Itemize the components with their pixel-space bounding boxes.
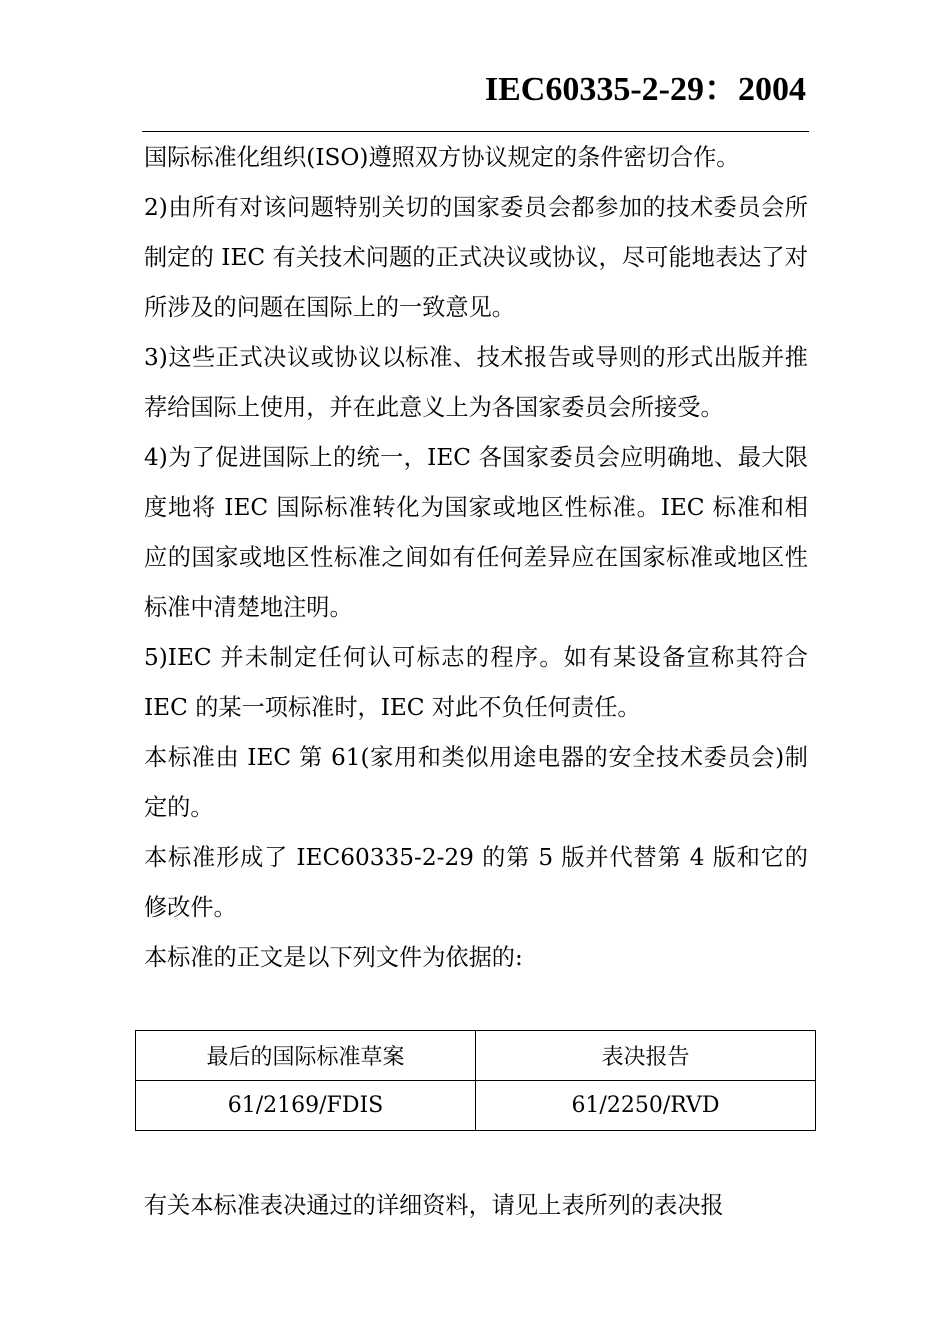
paragraph-closing: 有关本标准表决通过的详细资料，请见上表所列的表决报 <box>144 1192 724 1219</box>
paragraph-edition: 本标准形成了 IEC60335-2-29 的第 5 版并代替第 4 版和它的修改件。 <box>144 844 808 921</box>
paragraph-basis: 本标准的正文是以下列文件为依据的: <box>144 944 523 971</box>
paragraph-committee: 本标准由 IEC 第 61(家用和类似用途电器的安全技术委员会)制定的。 <box>144 744 808 821</box>
paragraph-item-5: 5)IEC 并未制定任何认可标志的程序。如有某设备宣称其符合 IEC 的某一项标准时，IEC 对此不负任何责任。 <box>144 644 808 721</box>
document-header-title: IEC60335-2-29：2004 <box>484 71 806 108</box>
table-header-row <box>136 1031 816 1081</box>
paragraph-item-2: 2)由所有对该问题特别关切的国家委员会都参加的技术委员会所制定的 IEC 有关技术问题的正式决议或协议，尽可能地表达了对所涉及的问题在国际上的一致意见。 <box>144 194 808 321</box>
table-cell: 61/2250/RVD <box>476 1081 816 1131</box>
table-row <box>136 1081 816 1131</box>
paragraph-item-4: 4)为了促进国际上的统一，IEC 各国家委员会应明确地、最大限度地将 IEC 国际标准转化为国家或地区性标准。IEC 标准和相应的国家或地区性标准之间如有任何差异应在国家标准或地区性标准中清楚地注明。 <box>144 444 808 621</box>
document-body <box>144 133 808 983</box>
table-cell: 61/2169/FDIS <box>136 1081 476 1131</box>
paragraph-iso-cooperation: 国际标准化组织(ISO)遵照双方协议规定的条件密切合作。 <box>144 144 740 171</box>
table-header-cell: 表决报告 <box>476 1031 816 1081</box>
header-divider <box>142 131 809 132</box>
paragraph-item-3: 3)这些正式决议或协议以标准、技术报告或导则的形式出版并推荐给国际上使用，并在此意义上为各国家委员会所接受。 <box>144 344 808 421</box>
voting-documents-table <box>135 1030 816 1131</box>
table-header-cell: 最后的国际标准草案 <box>136 1031 476 1081</box>
